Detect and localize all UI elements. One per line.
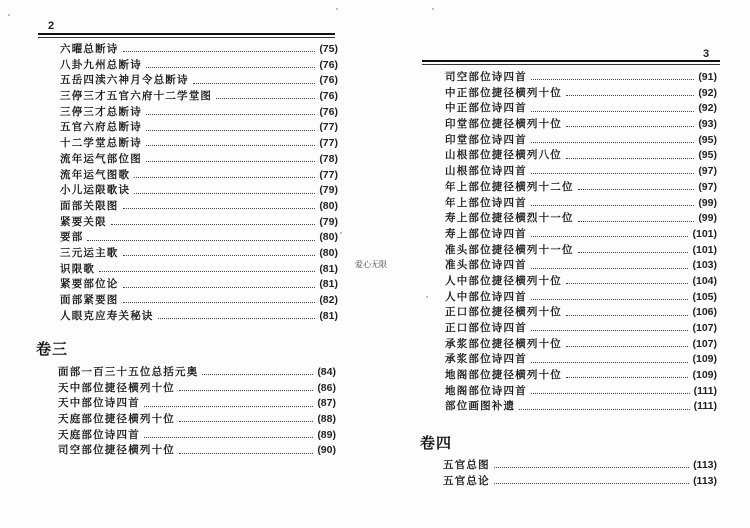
toc-entry[interactable]: [60, 73, 338, 89]
toc-entry[interactable]: [445, 258, 717, 274]
leader-dots: [146, 161, 315, 162]
entry-title: 承浆部位捷径横列十位: [445, 337, 562, 350]
toc-entry[interactable]: [445, 290, 717, 306]
entry-page: (95): [698, 149, 717, 162]
scan-speck: [340, 232, 342, 234]
entry-title: 八卦九州总断诗: [60, 58, 142, 71]
entry-title: 人中部位诗四首: [445, 290, 527, 303]
leader-dots: [134, 177, 315, 178]
entry-page: (82): [319, 294, 338, 306]
leader-dots: [158, 318, 316, 319]
entry-title: 紧要部位论: [60, 278, 119, 291]
entry-title: 紧要关限: [60, 215, 107, 228]
entry-title: 寿上部位捷径横烈十一位: [445, 212, 574, 225]
entry-title: 司空部位诗四首: [445, 71, 527, 83]
leader-dots: [123, 51, 316, 52]
right-page: [375, 0, 750, 528]
scan-speck: [336, 8, 338, 10]
leader-dots: [111, 224, 316, 225]
leader-dots: [179, 421, 313, 422]
scan-speck: [432, 8, 434, 10]
entry-page: (87): [317, 397, 336, 410]
leader-dots: [179, 390, 313, 391]
entry-title: 司空部位捷径横列十位: [58, 444, 175, 457]
entry-title: 三停三才五官六府十二学堂图: [60, 90, 213, 103]
entry-page: (99): [698, 196, 717, 209]
toc-entry[interactable]: [445, 399, 717, 415]
toc-entry[interactable]: [445, 133, 717, 149]
entry-page: (111): [693, 384, 717, 397]
entry-title: 十二学堂总断诗: [60, 137, 142, 150]
entry-page: (109): [692, 369, 717, 382]
entry-title: 五官总图: [443, 459, 490, 471]
toc-entry[interactable]: [445, 274, 717, 290]
entry-page: (79): [319, 184, 338, 197]
leader-dots: [531, 330, 689, 331]
toc-entry[interactable]: [60, 183, 338, 199]
toc-entry[interactable]: [445, 243, 717, 259]
entry-page: (109): [692, 353, 717, 366]
leader-dots: [531, 299, 689, 300]
section-heading-juan-san: 卷三: [36, 340, 69, 358]
entry-page: (80): [319, 246, 338, 259]
entry-title: 年上部位捷径横列十二位: [445, 180, 574, 193]
toc-entry[interactable]: [443, 458, 717, 474]
leader-dots: [578, 252, 689, 253]
leader-dots: [494, 483, 689, 484]
toc-entry[interactable]: [445, 148, 717, 164]
toc-entry[interactable]: [445, 305, 717, 321]
entry-title: 中正部位诗四首: [445, 102, 527, 115]
toc-entry[interactable]: [60, 215, 338, 231]
entry-page: (101): [692, 227, 717, 240]
leader-dots: [531, 79, 694, 80]
entry-page: (105): [692, 290, 717, 303]
entry-page: (104): [692, 274, 717, 287]
page-number: 3: [703, 48, 710, 60]
toc-entry[interactable]: [445, 180, 717, 196]
entry-page: (90): [317, 444, 336, 457]
entry-title: 印堂部位诗四首: [445, 133, 527, 146]
entry-title: 准头部位诗四首: [445, 259, 527, 272]
entry-title: 面部一百三十五位总括元奥: [58, 366, 199, 378]
toc-entry[interactable]: [60, 199, 338, 215]
entry-page: (111): [693, 400, 717, 413]
toc-entry[interactable]: [445, 227, 717, 243]
toc-entry[interactable]: [60, 293, 338, 309]
entry-page: (92): [698, 102, 717, 115]
entry-page: (86): [317, 381, 336, 394]
entry-title: 天庭部位捷径横列十位: [58, 413, 175, 426]
leader-dots: [494, 467, 689, 468]
entry-page: (78): [319, 152, 338, 165]
entry-title: 正口部位捷径横列十位: [445, 306, 562, 319]
entry-page: (77): [319, 168, 338, 181]
entry-page: (80): [319, 199, 338, 212]
toc-entry[interactable]: [445, 368, 717, 384]
toc-entry[interactable]: [58, 365, 336, 381]
leader-dots: [531, 362, 689, 363]
toc-entry[interactable]: [58, 443, 336, 459]
leader-dots: [123, 208, 316, 209]
toc-entry[interactable]: [60, 136, 338, 152]
toc-entry[interactable]: [58, 396, 336, 412]
entry-title: 印堂部位捷径横列十位: [445, 118, 562, 131]
leader-dots: [531, 111, 694, 112]
header-rule-thick: [422, 60, 720, 62]
leader-dots: [146, 67, 315, 68]
entry-page: (76): [319, 90, 338, 103]
entry-title: 正口部位诗四首: [445, 322, 527, 334]
toc-entry[interactable]: [445, 321, 717, 337]
entry-page: (107): [692, 322, 717, 334]
entry-page: (113): [693, 459, 717, 471]
toc-section-list: [58, 365, 336, 459]
section-heading-juan-si: 卷四: [420, 434, 453, 452]
entry-title: 小儿运限歌诀: [60, 184, 131, 197]
toc-entry[interactable]: [60, 105, 338, 121]
entry-title: 要部: [60, 231, 84, 244]
entry-title: 人中部位捷径横列十位: [445, 274, 562, 287]
entry-page: (101): [692, 243, 717, 256]
entry-page: (77): [319, 121, 338, 134]
leader-dots: [578, 189, 695, 190]
toc-entry[interactable]: [60, 262, 338, 278]
entry-title: 五岳四渎六神月令总断诗: [60, 74, 189, 87]
leader-dots: [216, 98, 315, 99]
entry-title: 部位画图补遗: [445, 400, 516, 413]
entry-page: (81): [319, 309, 338, 322]
entry-page: (97): [698, 180, 717, 193]
entry-page: (91): [698, 71, 717, 83]
toc-list: [60, 42, 338, 324]
toc-entry[interactable]: [445, 164, 717, 180]
toc-entry[interactable]: [60, 277, 338, 293]
entry-title: 年上部位诗四首: [445, 196, 527, 209]
entry-title: 天中部位捷径横列十位: [58, 381, 175, 394]
leader-dots: [99, 271, 315, 272]
leader-dots: [531, 393, 690, 394]
entry-page: (106): [692, 306, 717, 319]
toc-entry[interactable]: [445, 211, 717, 227]
toc-entry[interactable]: [60, 89, 338, 105]
header-rule-thin: [422, 64, 720, 65]
entry-page: (76): [319, 74, 338, 87]
entry-page: (93): [698, 118, 717, 131]
entry-title: 三停三才总断诗: [60, 105, 142, 118]
leader-dots: [566, 126, 694, 127]
entry-title: 承浆部位诗四首: [445, 353, 527, 366]
toc-entry[interactable]: [60, 152, 338, 168]
entry-title: 天庭部位诗四首: [58, 428, 140, 441]
entry-title: 地阁部位捷径横列十位: [445, 369, 562, 382]
entry-title: 五官六府总断诗: [60, 121, 142, 134]
entry-title: 天中部位诗四首: [58, 397, 140, 410]
leader-dots: [519, 409, 689, 410]
toc-entry[interactable]: [445, 101, 717, 117]
leader-dots: [531, 236, 689, 237]
toc-section-list: [443, 458, 717, 489]
entry-title: 五官总论: [443, 474, 490, 487]
entry-title: 面部紧要图: [60, 294, 119, 306]
leader-dots: [146, 130, 315, 131]
entry-page: (81): [319, 278, 338, 291]
entry-page: (88): [317, 413, 336, 426]
entry-page: (79): [319, 215, 338, 228]
toc-entry[interactable]: [58, 428, 336, 444]
toc-entry[interactable]: [445, 86, 717, 102]
entry-page: (97): [698, 165, 717, 178]
toc-list: [445, 70, 717, 415]
toc-entry[interactable]: [60, 42, 338, 58]
entry-page: (107): [692, 337, 717, 350]
watermark-text: 爱心无限: [355, 260, 387, 269]
entry-title: 山根部位捷径横列八位: [445, 149, 562, 162]
leader-dots: [531, 205, 694, 206]
toc-entry[interactable]: [60, 120, 338, 136]
entry-page: (89): [317, 428, 336, 441]
entry-page: (95): [698, 133, 717, 146]
leader-dots: [531, 142, 694, 143]
entry-page: (77): [319, 137, 338, 150]
page-number: 2: [48, 20, 55, 32]
toc-entry[interactable]: [445, 196, 717, 212]
toc-entry[interactable]: [58, 412, 336, 428]
entry-page: (81): [319, 262, 338, 275]
leader-dots: [123, 255, 316, 256]
leader-dots: [146, 145, 315, 146]
leader-dots: [566, 158, 694, 159]
toc-entry[interactable]: [60, 309, 338, 325]
entry-page: (113): [693, 474, 717, 487]
leader-dots: [87, 240, 315, 241]
toc-entry[interactable]: [60, 246, 338, 262]
leader-dots: [566, 95, 694, 96]
header-rule-thin: [38, 37, 335, 38]
entry-title: 寿上部位诗四首: [445, 227, 527, 240]
entry-page: (103): [692, 259, 717, 272]
entry-title: 面部关限图: [60, 199, 119, 212]
entry-title: 流年运气图歌: [60, 168, 131, 181]
leader-dots: [202, 374, 313, 375]
entry-title: 地阁部位诗四首: [445, 384, 527, 397]
leader-dots: [146, 114, 315, 115]
entry-title: 六曜总断诗: [60, 43, 119, 55]
toc-entry[interactable]: [445, 352, 717, 368]
entry-page: (99): [698, 212, 717, 225]
leader-dots: [144, 437, 313, 438]
toc-entry[interactable]: [443, 474, 717, 490]
entry-page: (80): [319, 231, 338, 244]
entry-title: 流年运气部位图: [60, 152, 142, 165]
toc-entry[interactable]: [445, 117, 717, 133]
leader-dots: [566, 315, 688, 316]
leader-dots: [144, 406, 313, 407]
leader-dots: [566, 346, 688, 347]
entry-page: (92): [698, 86, 717, 99]
toc-entry[interactable]: [60, 58, 338, 74]
entry-title: 人眼克应寿关秘诀: [60, 309, 154, 322]
leader-dots: [566, 283, 688, 284]
entry-title: 识限歌: [60, 262, 96, 275]
leader-dots: [134, 193, 315, 194]
scan-speck: [426, 296, 428, 298]
toc-entry[interactable]: [58, 381, 336, 397]
toc-entry[interactable]: [445, 337, 717, 353]
entry-title: 山根部位诗四首: [445, 165, 527, 178]
leader-dots: [193, 83, 316, 84]
entry-title: 中正部位捷径横列十位: [445, 86, 562, 99]
leader-dots: [531, 173, 694, 174]
leader-dots: [123, 302, 316, 303]
toc-entry[interactable]: [60, 168, 338, 184]
toc-entry[interactable]: [445, 70, 717, 86]
leader-dots: [123, 287, 316, 288]
leader-dots: [531, 268, 689, 269]
header-rule-thick: [38, 33, 335, 35]
entry-title: 三元运主歌: [60, 246, 119, 259]
scan-speck: [8, 14, 10, 16]
entry-page: (75): [319, 43, 338, 55]
leader-dots: [179, 453, 313, 454]
toc-entry[interactable]: [60, 230, 338, 246]
entry-title: 准头部位捷径横列十一位: [445, 243, 574, 256]
leader-dots: [578, 221, 695, 222]
entry-page: (76): [319, 58, 338, 71]
entry-page: (76): [319, 105, 338, 118]
leader-dots: [566, 377, 688, 378]
toc-entry[interactable]: [445, 384, 717, 400]
entry-page: (84): [317, 366, 336, 378]
